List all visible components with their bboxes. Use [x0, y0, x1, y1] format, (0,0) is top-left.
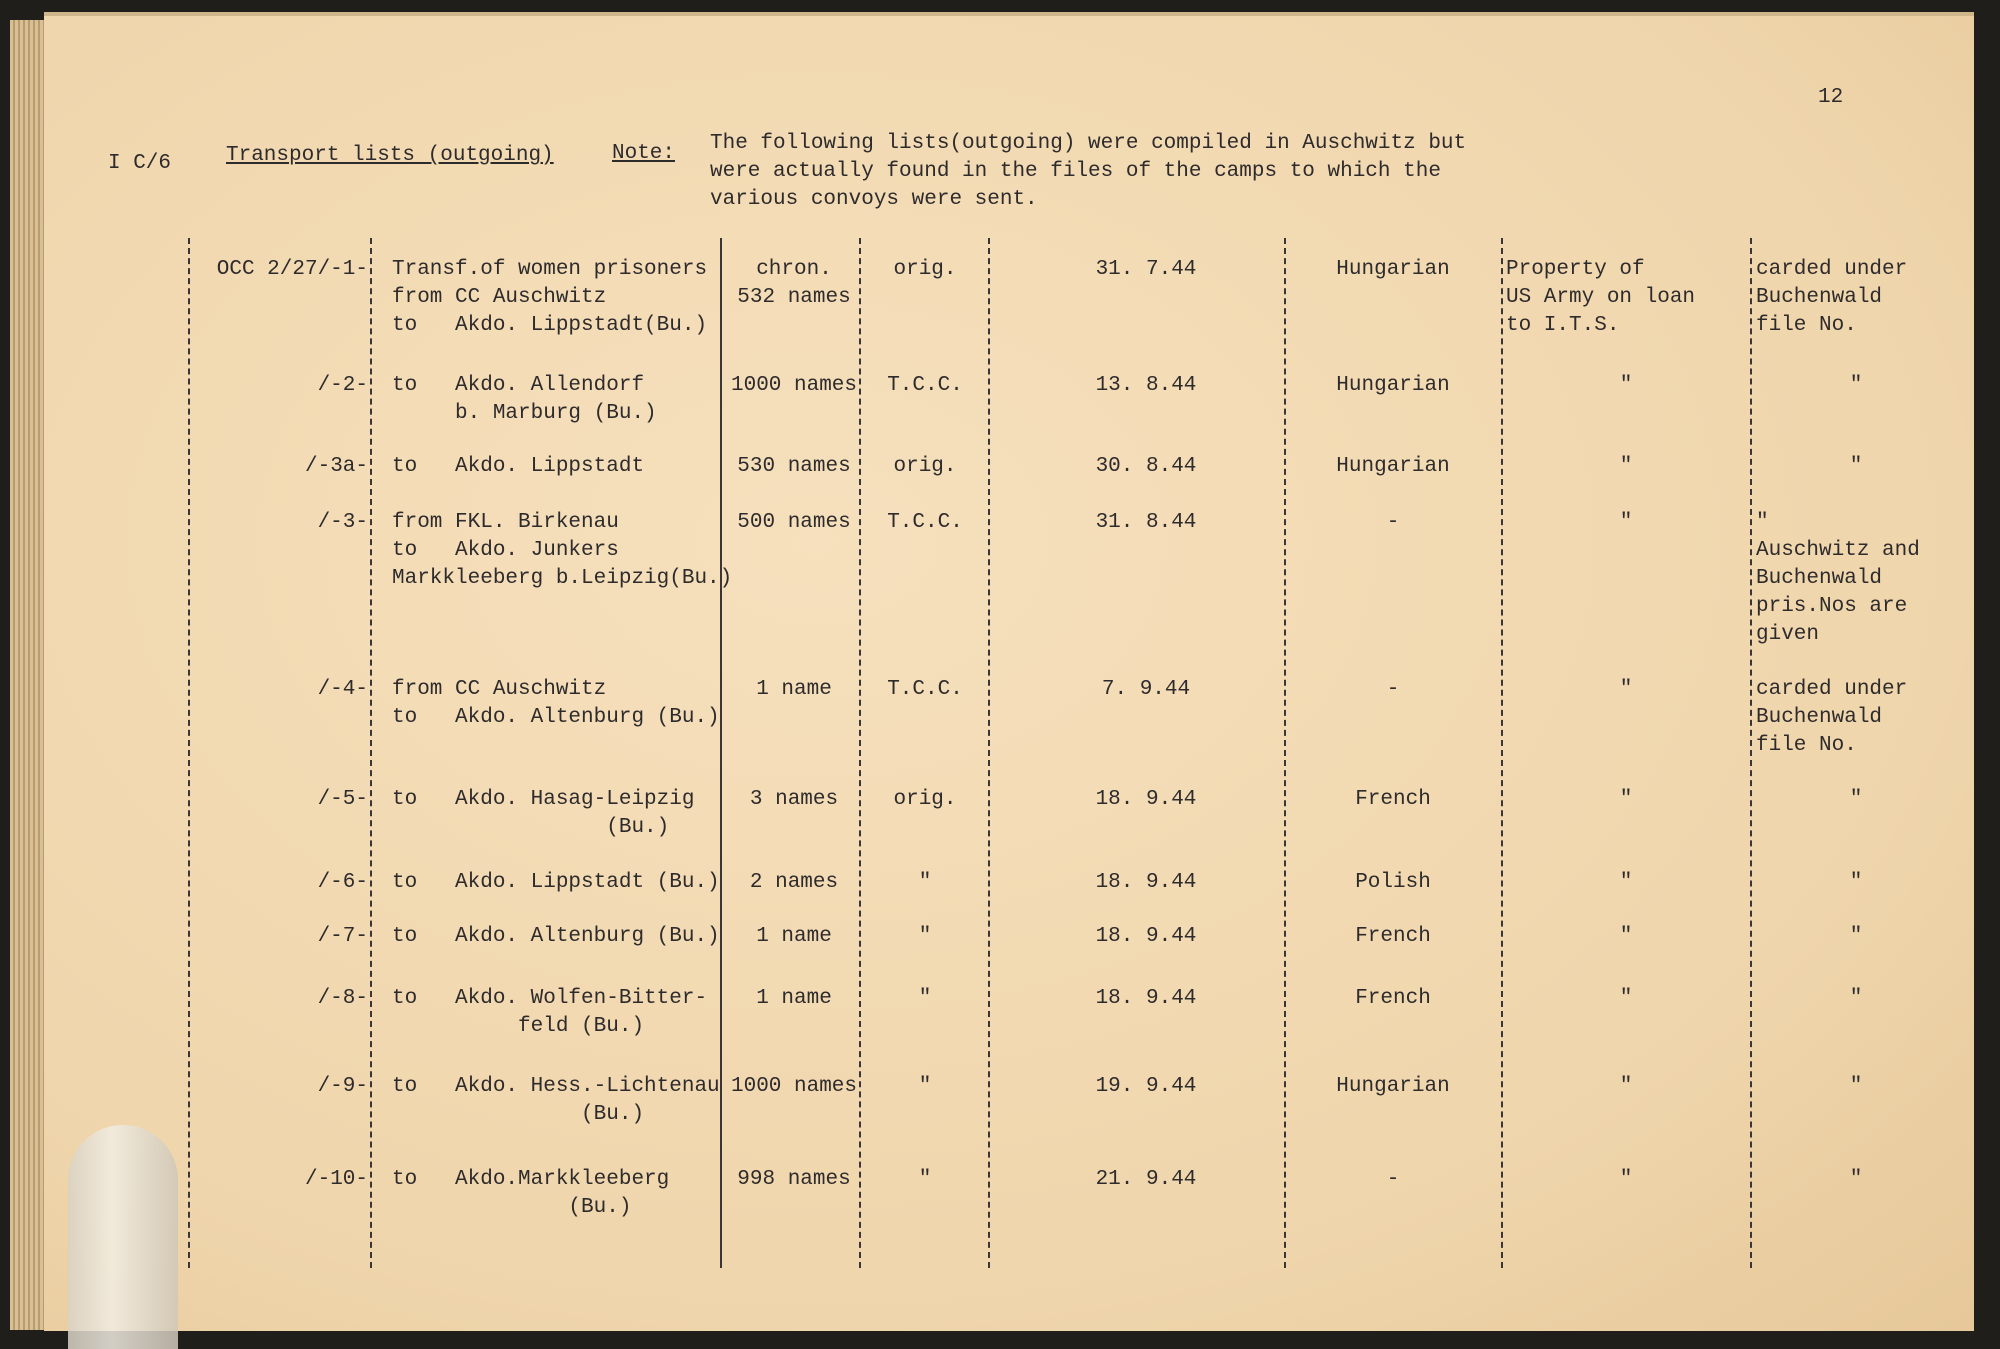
cell-remark: ": [1849, 455, 1863, 478]
cell-ref: /-9-: [317, 1075, 368, 1098]
cell-count: 998 names: [737, 1168, 851, 1191]
column-rule: [1501, 238, 1503, 1268]
cell-desc: feld (Bu.): [392, 1015, 645, 1038]
cell-count: 532 names: [737, 286, 851, 309]
cell-ref: /-5-: [317, 788, 368, 811]
cell-remark: Buchenwald: [1756, 286, 1883, 309]
column-rule: [1284, 238, 1286, 1268]
cell-remark: pris.Nos are: [1756, 595, 1908, 618]
cell-type: ": [918, 987, 932, 1010]
cell-ref: /-7-: [317, 925, 368, 948]
cell-owner: ": [1619, 455, 1633, 478]
cell-owner: Property of: [1506, 258, 1645, 281]
cell-owner: ": [1619, 1075, 1633, 1098]
column-rule: [1750, 238, 1752, 1268]
cell-type: T.C.C.: [887, 374, 963, 397]
cell-remark: Auschwitz and: [1756, 539, 1920, 562]
cell-ref: /-10-: [304, 1168, 368, 1191]
note-label: Note:: [612, 142, 676, 165]
cell-ref: /-6-: [317, 871, 368, 894]
cell-date: 13. 8.44: [1095, 374, 1197, 397]
cell-type: T.C.C.: [887, 511, 963, 534]
cell-type: ": [918, 871, 932, 894]
cell-date: 18. 9.44: [1095, 788, 1197, 811]
column-rule: [988, 238, 990, 1268]
cell-desc: b. Marburg (Bu.): [392, 402, 657, 425]
cell-count: 500 names: [737, 511, 851, 534]
cell-remark: Buchenwald: [1756, 567, 1883, 590]
cell-owner: ": [1619, 678, 1633, 701]
section-code: I C/6: [108, 152, 172, 175]
cell-nationality: -: [1386, 678, 1400, 701]
cell-count: 530 names: [737, 455, 851, 478]
cell-desc: from CC Auschwitz: [392, 286, 607, 309]
cell-remark: carded under: [1756, 258, 1908, 281]
cell-ref: OCC 2/27/-1-: [216, 258, 368, 281]
column-rule: [188, 238, 190, 1268]
cell-date: 18. 9.44: [1095, 987, 1197, 1010]
cell-date: 19. 9.44: [1095, 1075, 1197, 1098]
cell-nationality: Hungarian: [1336, 374, 1450, 397]
cell-desc: Markkleeberg b.Leipzig(Bu.): [392, 567, 733, 590]
cell-remark: ": [1849, 1075, 1863, 1098]
cell-owner: ": [1619, 511, 1633, 534]
cell-type: orig.: [893, 455, 957, 478]
cell-date: 21. 9.44: [1095, 1168, 1197, 1191]
cell-nationality: French: [1355, 987, 1431, 1010]
cell-remark: ": [1849, 1168, 1863, 1191]
cell-nationality: Polish: [1355, 871, 1431, 894]
cell-count: 1 name: [756, 925, 832, 948]
cell-desc: to Akdo. Altenburg (Bu.): [392, 925, 720, 948]
cell-nationality: Hungarian: [1336, 1075, 1450, 1098]
cell-remark: ": [1849, 987, 1863, 1010]
cell-desc: Transf.of women prisoners: [392, 258, 708, 281]
cell-desc: to Akdo. Lippstadt (Bu.): [392, 871, 720, 894]
cell-date: 30. 8.44: [1095, 455, 1197, 478]
cell-ref: /-2-: [317, 374, 368, 397]
cell-remark: ": [1849, 871, 1863, 894]
cell-count: chron.: [756, 258, 832, 281]
cell-type: orig.: [893, 788, 957, 811]
cell-date: 18. 9.44: [1095, 925, 1197, 948]
cell-desc: to Akdo. Wolfen-Bitter-: [392, 987, 708, 1010]
cell-count: 3 names: [749, 788, 839, 811]
cell-desc: (Bu.): [392, 1103, 645, 1126]
cell-desc: to Akdo. Junkers: [392, 539, 619, 562]
cell-date: 31. 8.44: [1095, 511, 1197, 534]
cell-desc: to Akdo. Lippstadt: [392, 455, 645, 478]
cell-owner: to I.T.S.: [1506, 314, 1620, 337]
section-title: Transport lists (outgoing): [226, 144, 554, 167]
cell-ref: /-3a-: [304, 455, 368, 478]
page-number: 12: [1818, 86, 1844, 109]
cell-desc: to Akdo. Altenburg (Bu.): [392, 706, 720, 729]
cell-nationality: Hungarian: [1336, 258, 1450, 281]
cell-desc: to Akdo.Markkleeberg: [392, 1168, 670, 1191]
cell-date: 18. 9.44: [1095, 871, 1197, 894]
cell-desc: to Akdo. Hasag-Leipzig: [392, 788, 695, 811]
cell-nationality: French: [1355, 788, 1431, 811]
cell-count: 1000 names: [730, 1075, 858, 1098]
cell-count: 2 names: [749, 871, 839, 894]
cell-type: ": [918, 925, 932, 948]
cell-remark: Buchenwald: [1756, 706, 1883, 729]
cell-desc: (Bu.): [392, 816, 670, 839]
cell-date: 7. 9.44: [1101, 678, 1191, 701]
cell-owner: ": [1619, 987, 1633, 1010]
cell-ref: /-8-: [317, 987, 368, 1010]
note-line-3: various convoys were sent.: [710, 188, 1038, 211]
cell-count: 1 name: [756, 678, 832, 701]
cell-nationality: -: [1386, 511, 1400, 534]
cell-remark: file No.: [1756, 734, 1857, 757]
cell-desc: from FKL. Birkenau: [392, 511, 619, 534]
document-page: [44, 12, 1974, 1331]
thumb-shadow: [68, 1125, 178, 1349]
cell-desc: to Akdo. Hess.-Lichtenau: [392, 1075, 720, 1098]
cell-remark: ": [1849, 788, 1863, 811]
cell-owner: ": [1619, 374, 1633, 397]
cell-desc: from CC Auschwitz: [392, 678, 607, 701]
cell-type: T.C.C.: [887, 678, 963, 701]
cell-nationality: Hungarian: [1336, 455, 1450, 478]
cell-nationality: French: [1355, 925, 1431, 948]
cell-ref: /-4-: [317, 678, 368, 701]
cell-type: ": [918, 1075, 932, 1098]
cell-nationality: -: [1386, 1168, 1400, 1191]
cell-desc: to Akdo. Allendorf: [392, 374, 645, 397]
cell-count: 1000 names: [730, 374, 858, 397]
cell-remark: ": [1756, 511, 1769, 534]
cell-remark: given: [1756, 623, 1820, 646]
cell-date: 31. 7.44: [1095, 258, 1197, 281]
cell-owner: US Army on loan: [1506, 286, 1696, 309]
cell-type: orig.: [893, 258, 957, 281]
column-rule: [370, 238, 372, 1268]
cell-ref: /-3-: [317, 511, 368, 534]
cell-desc: (Bu.): [392, 1196, 632, 1219]
cell-owner: ": [1619, 925, 1633, 948]
cell-remark: ": [1849, 925, 1863, 948]
cell-remark: file No.: [1756, 314, 1857, 337]
cell-count: 1 name: [756, 987, 832, 1010]
cell-remark: carded under: [1756, 678, 1908, 701]
cell-desc: to Akdo. Lippstadt(Bu.): [392, 314, 708, 337]
note-line-1: The following lists(outgoing) were compiled in Auschwitz but: [710, 132, 1467, 155]
note-line-2: were actually found in the files of the camps to which the: [710, 160, 1441, 183]
cell-owner: ": [1619, 1168, 1633, 1191]
cell-remark: ": [1849, 374, 1863, 397]
cell-owner: ": [1619, 788, 1633, 811]
cell-owner: ": [1619, 871, 1633, 894]
cell-type: ": [918, 1168, 932, 1191]
